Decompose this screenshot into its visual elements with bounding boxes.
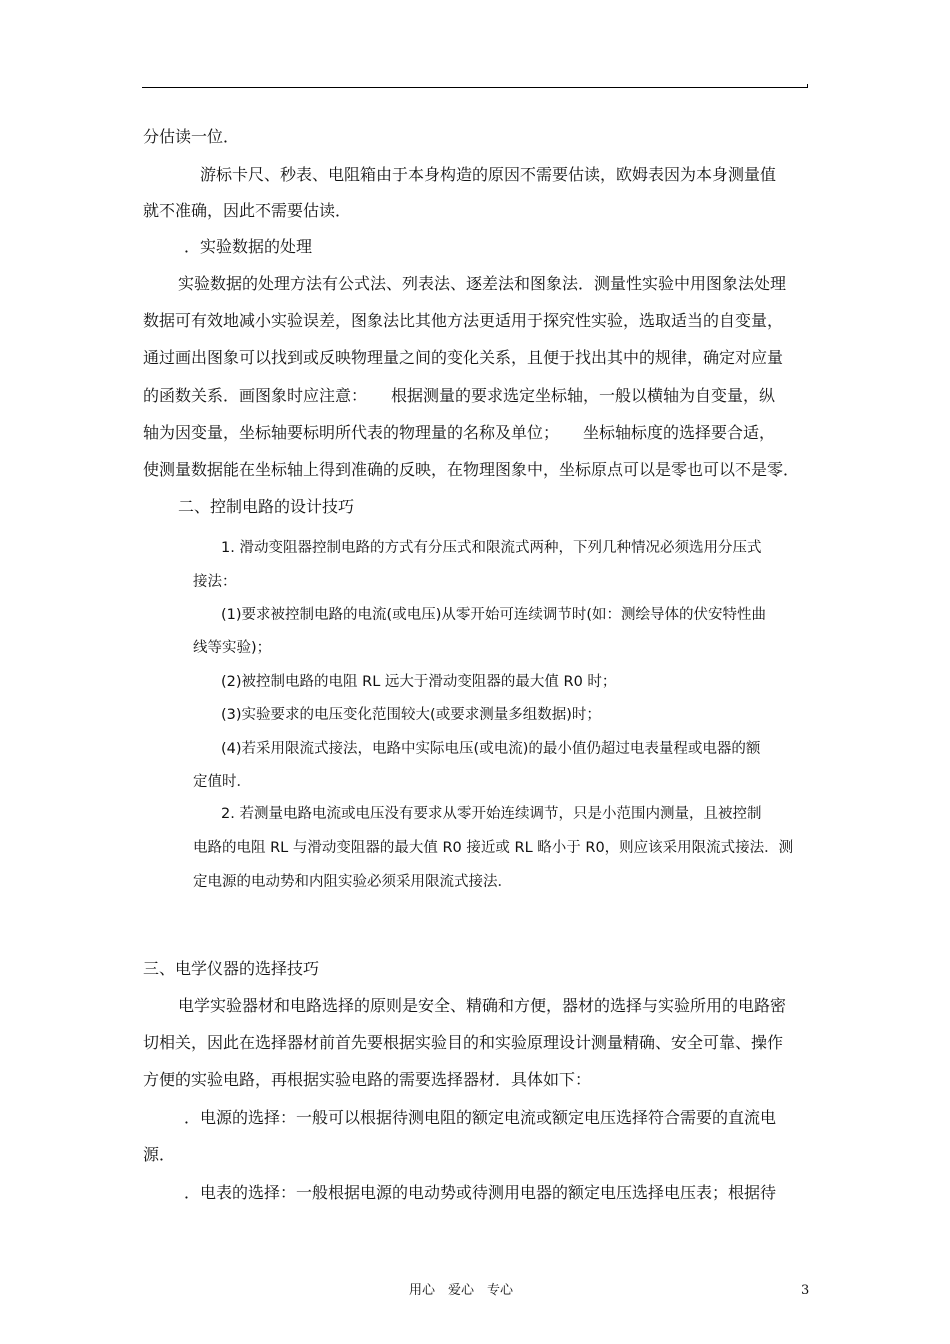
text-line: 切相关，因此在选择器材前首先要根据实验目的和实验原理设计测量精确、安全可靠、操作: [143, 1033, 784, 1052]
page-number: 3: [801, 1283, 810, 1298]
text-line: 的函数关系．画图象时应注意： 根据测量的要求选定坐标轴，一般以横轴为自变量，纵: [143, 386, 776, 405]
text-line: ．电源的选择：一般可以根据待测电阻的额定电流或额定电压选择符合需要的直流电: [184, 1108, 777, 1127]
text-line: 2. 若测量电路电流或电压没有要求从零开始连续调节，只是小范围内测量，且被控制: [221, 806, 762, 822]
text-line: (2)被控制电路的电阻 RL 远大于滑动变阻器的最大值 R0 时；: [221, 674, 617, 690]
footer-motto: 用心 爱心 专心: [409, 1283, 514, 1298]
header-rule: [142, 87, 808, 88]
header-rule-tick: [807, 84, 808, 88]
text-line: 定值时．: [193, 774, 251, 790]
text-line: 游标卡尺、秒表、电阻箱由于本身构造的原因不需要估读，欧姆表因为本身测量值: [200, 165, 777, 184]
text-line: 轴为因变量，坐标轴要标明所代表的物理量的名称及单位； 坐标轴标度的选择要合适，: [143, 423, 776, 442]
text-line: (4)若采用限流式接法，电路中实际电压(或电流)的最小值仍超过电表量程或电器的额: [221, 741, 761, 757]
text-line: 实验数据的处理方法有公式法、列表法、逐差法和图象法．测量性实验中用图象法处理: [178, 274, 787, 293]
text-line: (3)实验要求的电压变化范围较大(或要求测量多组数据)时；: [221, 707, 601, 723]
text-line: 就不准确，因此不需要估读．: [143, 201, 352, 220]
text-line: 二、控制电路的设计技巧: [178, 497, 355, 516]
text-line: 方便的实验电路，再根据实验电路的需要选择器材．具体如下：: [143, 1070, 592, 1089]
text-line: 电学实验器材和电路选择的原则是安全、精确和方便，器材的选择与实验所用的电路密: [178, 996, 787, 1015]
text-line: 使测量数据能在坐标轴上得到准确的反映，在物理图象中，坐标原点可以是零也可以不是零．: [143, 460, 800, 479]
text-line: 1. 滑动变阻器控制电路的方式有分压式和限流式两种，下列几种情况必须选用分压式: [221, 540, 762, 556]
text-line: 三、电学仪器的选择技巧: [143, 959, 320, 978]
text-line: ．实验数据的处理: [184, 237, 313, 256]
text-line: 电路的电阻 RL 与滑动变阻器的最大值 R0 接近或 RL 略小于 R0，则应该采用限流式接法．测: [193, 840, 794, 856]
text-line: 数据可有效地减小实验误差，图象法比其他方法更适用于探究性实验，选取适当的自变量，: [143, 311, 784, 330]
text-line: 线等实验)；: [193, 640, 272, 656]
text-line: 通过画出图象可以找到或反映物理量之间的变化关系，且便于找出其中的规律，确定对应量: [143, 348, 784, 367]
text-line: ．电表的选择：一般根据电源的电动势或待测用电器的额定电压选择电压表；根据待: [184, 1183, 777, 1202]
text-line: 定电源的电动势和内阻实验必须采用限流式接法．: [193, 874, 512, 890]
text-line: 接法：: [193, 574, 237, 590]
text-line: 源．: [143, 1145, 176, 1164]
text-line: 分估读一位．: [143, 127, 240, 146]
text-line: (1)要求被控制电路的电流(或电压)从零开始可连续调节时(如：测绘导体的伏安特性曲: [221, 607, 767, 623]
